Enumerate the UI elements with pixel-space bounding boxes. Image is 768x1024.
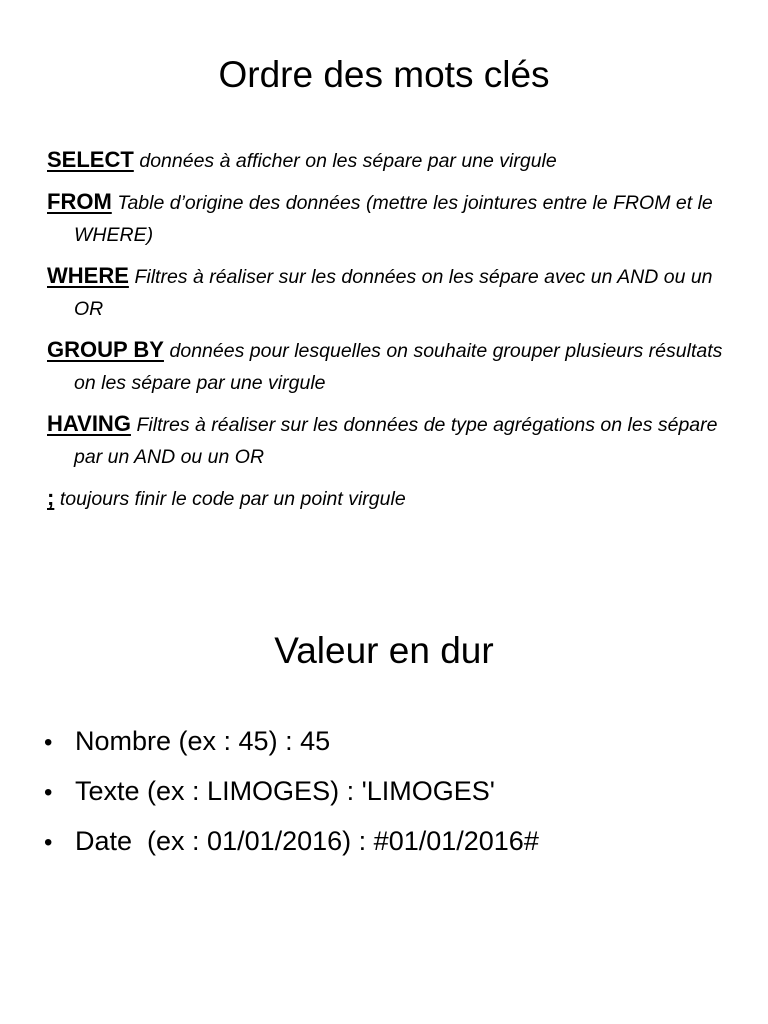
list-item: [44, 817, 744, 867]
list-item: [44, 717, 744, 767]
bullet-icon: •: [44, 829, 53, 856]
keyword-description: données à afficher on les sépare par une virgule: [139, 150, 557, 172]
keyword-label: HAVING: [47, 411, 131, 436]
keyword-label: WHERE: [47, 263, 129, 288]
keyword-description: Table d’origine des données (mettre les jointures entre le FROM et le WHERE): [74, 192, 713, 246]
keyword-label: ;: [47, 485, 55, 510]
keyword-item-semicolon: [47, 482, 737, 515]
bullet-icon: •: [44, 729, 53, 756]
keyword-list: [47, 144, 737, 524]
slide-title: Valeur en dur: [274, 630, 494, 671]
keyword-item-having: [47, 408, 737, 473]
list-item: [44, 767, 744, 817]
value-list: [44, 717, 744, 867]
slide-title: Ordre des mots clés: [218, 54, 550, 95]
keyword-item-where: [47, 260, 737, 325]
slide-hardcoded-values: [0, 600, 768, 900]
keyword-item-select: [47, 144, 737, 177]
keyword-label: SELECT: [47, 147, 134, 172]
keyword-description: Filtres à réaliser sur les données on les sépare avec un AND ou un OR: [74, 266, 713, 320]
keyword-description: Filtres à réaliser sur les données de type agrégations on les sépare par un AND ou un OR: [74, 414, 718, 468]
list-item-text: Nombre (ex : 45) : 45: [75, 726, 331, 756]
keyword-description: toujours finir le code par un point virgule: [59, 488, 406, 510]
keyword-item-group-by: [47, 334, 737, 399]
list-item-text: Texte (ex : LIMOGES) : 'LIMOGES': [75, 776, 495, 806]
keyword-label: FROM: [47, 189, 112, 214]
keyword-description: données pour lesquelles on souhaite grouper plusieurs résultats on les sépare par une virgule: [74, 340, 723, 394]
keyword-item-from: [47, 186, 737, 251]
bullet-icon: •: [44, 779, 53, 806]
keyword-label: GROUP BY: [47, 337, 164, 362]
list-item-text: Date (ex : 01/01/2016) : #01/01/2016#: [75, 826, 539, 856]
